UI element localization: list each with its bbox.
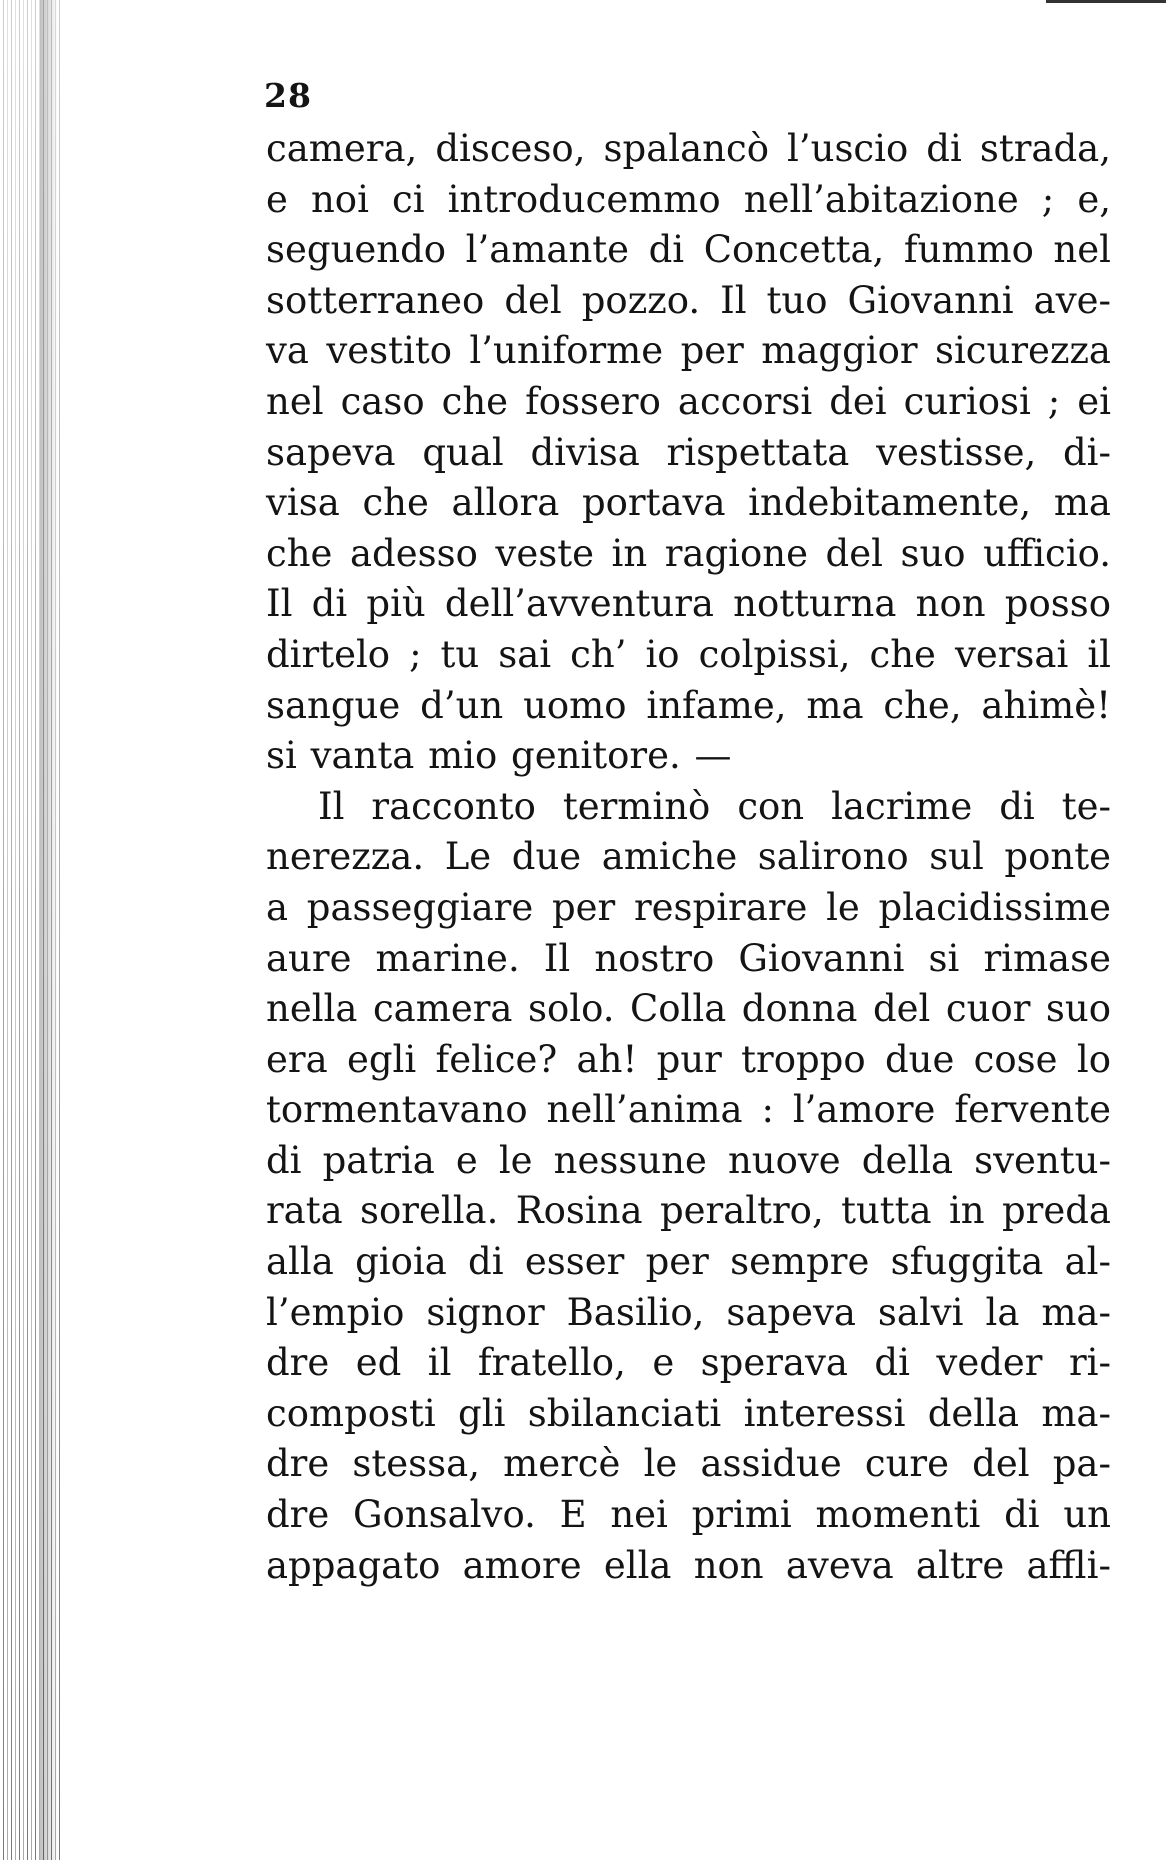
text-line: a passeggiare per respirare le placidissime [266, 885, 1111, 929]
text-line: sangue d’un uomo infame, ma che, ahimè! [266, 683, 1111, 727]
text-line: che adesso veste in ragione del suo ufficio. [266, 531, 1111, 575]
page-edge-shadow [40, 0, 58, 1860]
text-line: l’empio signor Basilio, sapeva salvi la ma- [266, 1290, 1111, 1334]
text-line: composti gli sbilanciati interessi della ma- [266, 1391, 1111, 1435]
text-line: seguendo l’amante di Concetta, fummo nel [266, 228, 1111, 272]
body-text [266, 124, 1111, 1591]
text-line: nerezza. Le due amiche salirono sul ponte [266, 835, 1111, 879]
text-line: di patria e le nessune nuove della sventu- [266, 1138, 1111, 1182]
text-line: sapeva qual divisa rispettata vestisse, di- [266, 430, 1111, 474]
text-line: nel caso che fossero accorsi dei curiosi ; ei [266, 379, 1111, 423]
paragraph-start-line: Il racconto terminò con lacrime di te- [318, 784, 1111, 828]
scan-top-edge [1046, 0, 1166, 3]
page-number: 28 [264, 76, 312, 115]
text-line: tormentavano nell’anima : l’amore fervente [266, 1088, 1111, 1132]
text-line: dre Gonsalvo. E nei primi momenti di un [266, 1493, 1111, 1537]
text-line: si vanta mio genitore. — [266, 734, 732, 778]
text-line: alla gioia di esser per sempre sfuggita al- [266, 1240, 1111, 1284]
text-line: camera, disceso, spalancò l’uscio di strada, [266, 127, 1111, 170]
text-line: Il di più dell’avventura notturna non posso [266, 582, 1111, 626]
text-line: rata sorella. Rosina peraltro, tutta in preda [266, 1189, 1111, 1233]
text-line: e noi ci introducemmo nell’abitazione ; e, [266, 177, 1111, 221]
text-line: sotterraneo del pozzo. Il tuo Giovanni ave- [266, 278, 1111, 322]
text-line: era egli felice? ah! pur troppo due cose lo [266, 1037, 1111, 1081]
text-line: visa che allora portava indebitamente, ma [266, 481, 1111, 525]
text-line: dre ed il fratello, e sperava di veder ri- [266, 1341, 1111, 1385]
text-line: va vestito l’uniforme per maggior sicurezza [266, 329, 1111, 373]
text-line: appagato amore ella non aveva altre affli- [266, 1543, 1111, 1587]
text-line: aure marine. Il nostro Giovanni si rimase [266, 936, 1111, 980]
text-line: dirtelo ; tu sai ch’ io colpissi, che versai il [266, 632, 1111, 676]
text-line: nella camera solo. Colla donna del cuor suo [266, 987, 1111, 1031]
text-line: dre stessa, mercè le assidue cure del pa- [266, 1442, 1111, 1486]
